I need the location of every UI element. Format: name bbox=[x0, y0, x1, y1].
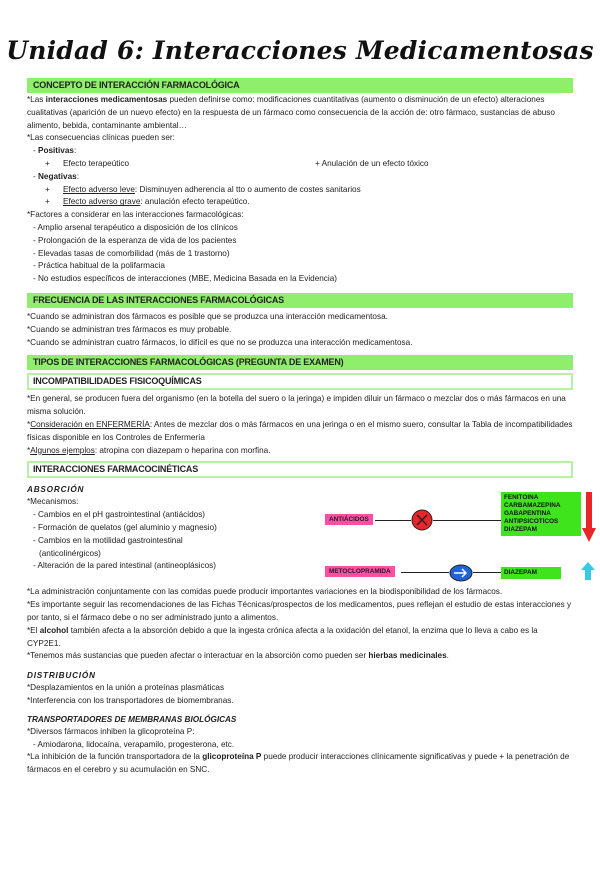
list-item: - Cambios en el pH gastrointestinal (antiácidos) bbox=[33, 510, 206, 520]
paragraph: *Cuando se administran cuatro fármacos, lo difícil es que no se produzca una interacción medicamentosa. bbox=[27, 337, 413, 347]
paragraph: *Las interacciones medicamentosas pueden definirse como: modificaciones cuantitativas (aumento o disminución de un efecto) alteraciones cualitativas (aparición de un nuevo efecto) en la respuesta de un fármaco como consecuencia de la acción de: otro fármaco, sustancias de abuso alimento, bebida, contaminante ambiental… bbox=[27, 95, 555, 130]
connector-line bbox=[473, 572, 501, 573]
list-item: + Efecto adverso leve: Disminuyen adherencia al tto o aumento de costes sanitarios bbox=[45, 184, 361, 194]
list-item: - Cambios en la motilidad gastrointestinal bbox=[33, 535, 183, 545]
paragraph: *Factores a considerar en las interacciones farmacológicas: bbox=[27, 210, 244, 220]
subsection-heading-farmacocineticas: INTERACCIONES FARMACOCINÉTICAS bbox=[27, 461, 573, 478]
heading-distribucion: DISTRIBUCIÓN bbox=[27, 671, 96, 681]
paragraph: *Cuando se administran tres fármacos es muy probable. bbox=[27, 324, 232, 334]
list-item: (anticolinérgicos) bbox=[39, 548, 101, 558]
decrease-arrow-icon bbox=[582, 492, 596, 542]
list-item-row: + Efecto terapeútico + Anulación de un efecto tóxico bbox=[45, 158, 429, 168]
document-body bbox=[0, 78, 600, 777]
list-item: - Negativas: bbox=[33, 171, 79, 181]
section-heading-concepto: CONCEPTO DE INTERACCIÓN FARMACOLÓGICA bbox=[27, 78, 573, 93]
drug-item: ANTIPSICOTICOS bbox=[504, 518, 559, 526]
interaction-diagram bbox=[297, 488, 597, 580]
paragraph: *Tenemos más sustancias que pueden afectar o interactuar en la absorción como pueden ser hierbas medicinales. bbox=[27, 651, 449, 661]
absorption-block bbox=[27, 496, 573, 586]
heading-absorcion: ABSORCIÓN bbox=[27, 485, 85, 495]
paragraph: *Consideración en ENFERMERÍA: Antes de mezclar dos o más fármacos en una jeringa o en el mismo suero, consultar la Tabla de incompatibilidades físicas disponible en los Controles de Enfermería bbox=[27, 419, 573, 442]
paragraph: *Desplazamientos en la unión a proteínas plasmáticas bbox=[27, 683, 225, 693]
list-item: - Prolongación de la esperanza de vida de los pacientes bbox=[33, 235, 237, 245]
section-heading-tipos: TIPOS DE INTERACCIONES FARMACOLÓGICAS (PREGUNTA DE EXAMEN) bbox=[27, 355, 573, 370]
paragraph: *Diversos fármacos inhiben la glicoproteína P: bbox=[27, 726, 195, 736]
heading-transportadores: TRANSPORTADORES DE MEMBRANAS BIOLÓGICAS bbox=[27, 714, 237, 724]
antacids-box: ANTIÁCIDOS bbox=[325, 514, 373, 525]
drug-list-box bbox=[501, 492, 581, 536]
list-item: - Alteración de la pared intestinal (antineoplásicos) bbox=[33, 561, 216, 571]
paragraph: *Cuando se administran dos fármacos es posible que se produzca una interacción medicamentosa. bbox=[27, 311, 388, 321]
list-item: - Formación de quelatos (gel aluminio y magnesio) bbox=[33, 522, 217, 532]
drug-item: DIAZEPAM bbox=[504, 526, 537, 534]
forward-arrow-icon bbox=[449, 564, 473, 582]
paragraph: *Algunos ejemplos: atropina con diazepam o heparina con morfina. bbox=[27, 445, 271, 455]
list-item: - Positivas: bbox=[33, 146, 77, 156]
connector-line bbox=[433, 520, 501, 521]
paragraph: *El alcohol también afecta a la absorción debido a que la ingesta crónica afecta a la oxidación del etanol, la enzima que lo lleva a cabo es la CYP2E1. bbox=[27, 625, 538, 648]
diazepam-box: DIAZEPAM bbox=[501, 567, 561, 579]
increase-arrow-icon bbox=[581, 562, 595, 580]
page-title: Unidad 6: Interacciones Medicamentosas bbox=[6, 36, 594, 65]
connector-line bbox=[401, 572, 449, 573]
connector-line bbox=[375, 520, 411, 521]
paragraph: *Es importante seguir las recomendaciones de las Fichas Técnicas/prospectos de los medicamentos, pues reflejan el estudio de estas interacciones y por tanto, si el fármaco debe o no ser administrado junto a alimentos. bbox=[27, 600, 572, 622]
paragraph: *Las consecuencias clínicas pueden ser: bbox=[27, 133, 175, 143]
paragraph: *En general, se producen fuera del organismo (en la botella del suero o la jeringa) e impiden diluir un fármaco o mezclar dos o más fármacos en una misma solución. bbox=[27, 394, 566, 417]
list-item: - Amplio arsenal terapéutico a disposición de los clínicos bbox=[33, 222, 238, 232]
subsection-heading-fisicoquimicas: INCOMPATIBILIDADES FISICOQUÍMICAS bbox=[27, 373, 573, 390]
drug-item: FENITOINA bbox=[504, 494, 539, 502]
drug-item: GABAPENTINA bbox=[504, 510, 551, 518]
list-item: - Elevadas tasas de comorbilidad (más de 1 trastorno) bbox=[33, 248, 230, 258]
paragraph: *Interferencia con los transportadores de biomembranas. bbox=[27, 695, 234, 705]
paragraph: *Mecanismos: bbox=[27, 497, 79, 507]
paragraph: *La inhibición de la función transportadora de la glicoproteína P puede producir interacciones clínicamente significativas y puede + la penetración de fármacos en el cerebro y su acumulación en SNC. bbox=[27, 752, 570, 775]
paragraph: *La administración conjuntamente con las comidas puede producir importantes variaciones en la biodisponibilidad de los fármacos. bbox=[27, 587, 503, 597]
block-icon bbox=[411, 509, 433, 531]
list-item: + Efecto adverso grave: anulación efecto terapeútico. bbox=[45, 197, 250, 207]
list-item: - Práctica habitual de la polifarmacia bbox=[33, 261, 165, 271]
list-item: - Amiodarona, lidocaína, verapamilo, progesterona, etc. bbox=[33, 739, 235, 749]
drug-item: CARBAMAZEPINA bbox=[504, 502, 561, 510]
section-heading-frecuencia: FRECUENCIA DE LAS INTERACCIONES FARMACOLÓGICAS bbox=[27, 293, 573, 308]
list-item: - No estudios específicos de interacciones (MBE, Medicina Basada en la Evidencia) bbox=[33, 274, 338, 284]
metoclopramide-box: METOCLOPRAMIDA bbox=[325, 566, 395, 577]
